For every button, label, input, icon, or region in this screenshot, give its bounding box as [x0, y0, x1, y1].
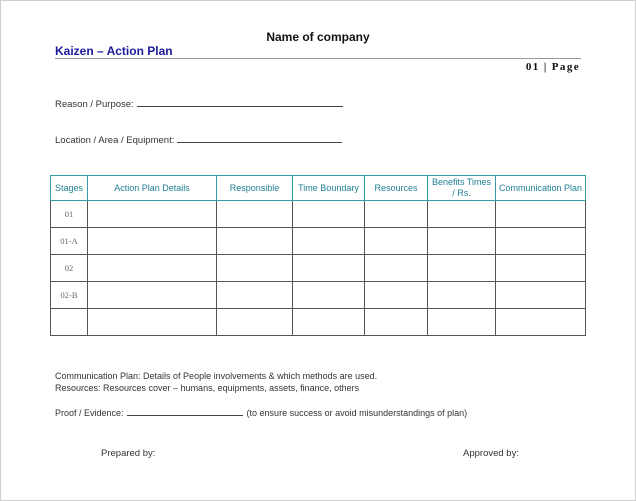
table-cell[interactable]	[496, 309, 586, 336]
resources-note: Resources: Resources cover – humans, equipments, assets, finance, others	[55, 383, 360, 393]
stage-cell[interactable]: 02-B	[51, 282, 88, 309]
table-cell[interactable]	[293, 309, 365, 336]
table-cell[interactable]	[428, 228, 496, 255]
table-cell[interactable]	[88, 228, 217, 255]
table-row	[51, 201, 586, 228]
table-cell[interactable]	[88, 255, 217, 282]
table-cell[interactable]	[428, 201, 496, 228]
table-cell[interactable]	[496, 255, 586, 282]
stage-cell[interactable]: 01-A	[51, 228, 88, 255]
table-cell[interactable]	[496, 228, 586, 255]
col-header-stages: Stages	[51, 176, 88, 201]
table-cell[interactable]	[428, 282, 496, 309]
table-cell[interactable]	[293, 228, 365, 255]
location-input-line[interactable]	[177, 133, 342, 143]
table-cell[interactable]	[217, 309, 293, 336]
proof-field	[55, 406, 467, 418]
stage-cell[interactable]	[51, 309, 88, 336]
table-cell[interactable]	[293, 255, 365, 282]
col-header-resources: Resources	[365, 176, 428, 201]
table-row	[51, 309, 586, 336]
prepared-by-label: Prepared by:	[101, 448, 156, 459]
table-cell[interactable]	[365, 282, 428, 309]
col-header-responsible: Responsible	[217, 176, 293, 201]
table-cell[interactable]	[293, 282, 365, 309]
action-plan-table	[50, 175, 586, 336]
table-cell[interactable]	[217, 201, 293, 228]
table-cell[interactable]	[88, 201, 217, 228]
table-header-row	[51, 176, 586, 201]
page-number: 01 | Page	[525, 61, 580, 73]
table-row	[51, 255, 586, 282]
table-cell[interactable]	[428, 255, 496, 282]
location-field	[55, 133, 342, 146]
table-cell[interactable]	[365, 228, 428, 255]
table-row	[51, 228, 586, 255]
col-header-benefits: Benefits Times / Rs.	[428, 176, 496, 201]
stage-cell[interactable]: 02	[51, 255, 88, 282]
title-divider	[55, 58, 581, 59]
col-header-action-plan-details: Action Plan Details	[88, 176, 217, 201]
table-cell[interactable]	[88, 282, 217, 309]
table-cell[interactable]	[496, 282, 586, 309]
reason-label: Reason / Purpose:	[55, 99, 134, 110]
proof-hint: (to ensure success or avoid misunderstandings of plan)	[246, 408, 468, 418]
company-name: Name of company	[266, 30, 370, 44]
proof-label: Proof / Evidence:	[55, 408, 124, 418]
table-cell[interactable]	[293, 201, 365, 228]
col-header-communication-plan: Communication Plan	[496, 176, 586, 201]
table-cell[interactable]	[217, 255, 293, 282]
proof-input-line[interactable]	[127, 406, 243, 416]
approved-by-label: Approved by:	[463, 448, 519, 459]
reason-field	[55, 97, 343, 110]
reason-input-line[interactable]	[137, 97, 343, 107]
document-title: Kaizen – Action Plan	[55, 44, 173, 58]
table-cell[interactable]	[365, 201, 428, 228]
table-cell[interactable]	[496, 201, 586, 228]
table-cell[interactable]	[217, 228, 293, 255]
table-cell[interactable]	[365, 255, 428, 282]
table-cell[interactable]	[217, 282, 293, 309]
table-row	[51, 282, 586, 309]
stage-cell[interactable]: 01	[51, 201, 88, 228]
col-header-time-boundary: Time Boundary	[293, 176, 365, 201]
table-cell[interactable]	[428, 309, 496, 336]
location-label: Location / Area / Equipment:	[55, 135, 175, 146]
table-cell[interactable]	[88, 309, 217, 336]
communication-plan-note: Communication Plan: Details of People involvements & which methods are used.	[55, 371, 378, 381]
table-cell[interactable]	[365, 309, 428, 336]
